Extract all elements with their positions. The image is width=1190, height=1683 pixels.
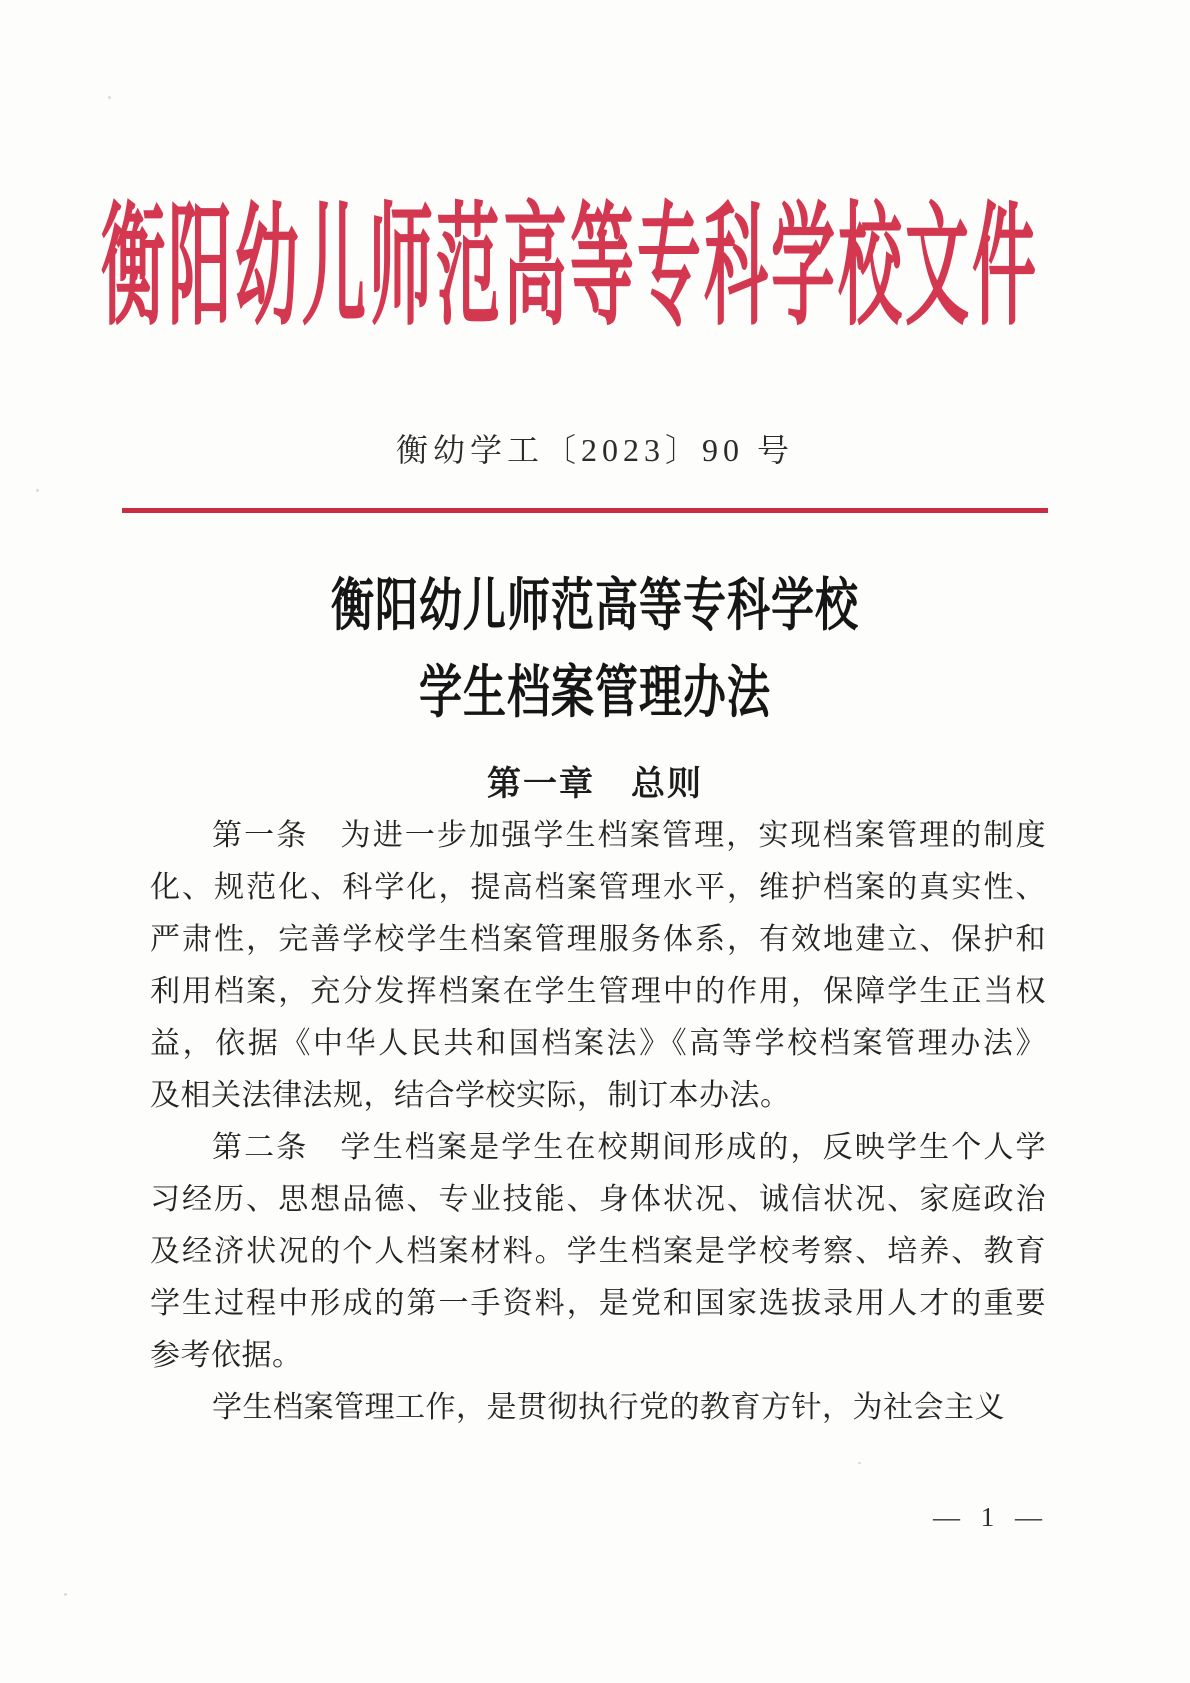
body-line: 习经历、思想品德、专业技能、身体状况、诚信状况、家庭政治 [150, 1183, 1046, 1216]
body-line: 及相关法律法规，结合学校实际，制订本办法。 [150, 1079, 791, 1112]
body-line: 及经济状况的个人档案材料。学生档案是学校考察、培养、教育 [150, 1235, 1046, 1268]
scan-speckle [108, 96, 111, 99]
scan-speckle [858, 1462, 861, 1464]
main-title-line-2-wrap [0, 662, 1190, 725]
chapter-heading: 第一章 总则 [487, 765, 703, 803]
red-rule-divider [122, 508, 1048, 513]
main-title-line-1-wrap [0, 575, 1190, 638]
body-line: 参考依据。 [150, 1339, 303, 1372]
document-number: 衡幼学工〔2023〕90 号 [395, 432, 794, 468]
page-number: — 1 — [933, 1502, 1049, 1532]
scan-speckle [64, 1593, 67, 1596]
main-title-line-2: 学生档案管理办法 [419, 662, 771, 725]
body-line: 学生过程中形成的第一手资料，是党和国家选拔录用人才的重要 [150, 1287, 1046, 1320]
body-line: 益，依据《中华人民共和国档案法》《高等学校档案管理办法》 [150, 1027, 1046, 1060]
body-line: 化、规范化、科学化，提高档案管理水平，维护档案的真实性、 [150, 871, 1046, 904]
body-text [150, 810, 1046, 1434]
body-line: 第二条 学生档案是学生在校期间形成的，反映学生个人学 [212, 1131, 1046, 1164]
scan-speckle [36, 489, 39, 492]
red-header-title: 衡阳幼儿师范高等专科学校文件 [101, 193, 1039, 342]
body-line: 第一条 为进一步加强学生档案管理，实现档案管理的制度 [212, 819, 1046, 852]
body-line: 学生档案管理工作，是贯彻执行党的教育方针，为社会主义 [212, 1391, 1005, 1424]
red-header [0, 193, 1165, 342]
body-line: 严肃性，完善学校学生档案管理服务体系，有效地建立、保护和 [150, 923, 1046, 956]
body-line: 利用档案，充分发挥档案在学生管理中的作用，保障学生正当权 [150, 975, 1046, 1008]
main-title-line-1: 衡阳幼儿师范高等专科学校 [331, 575, 859, 638]
